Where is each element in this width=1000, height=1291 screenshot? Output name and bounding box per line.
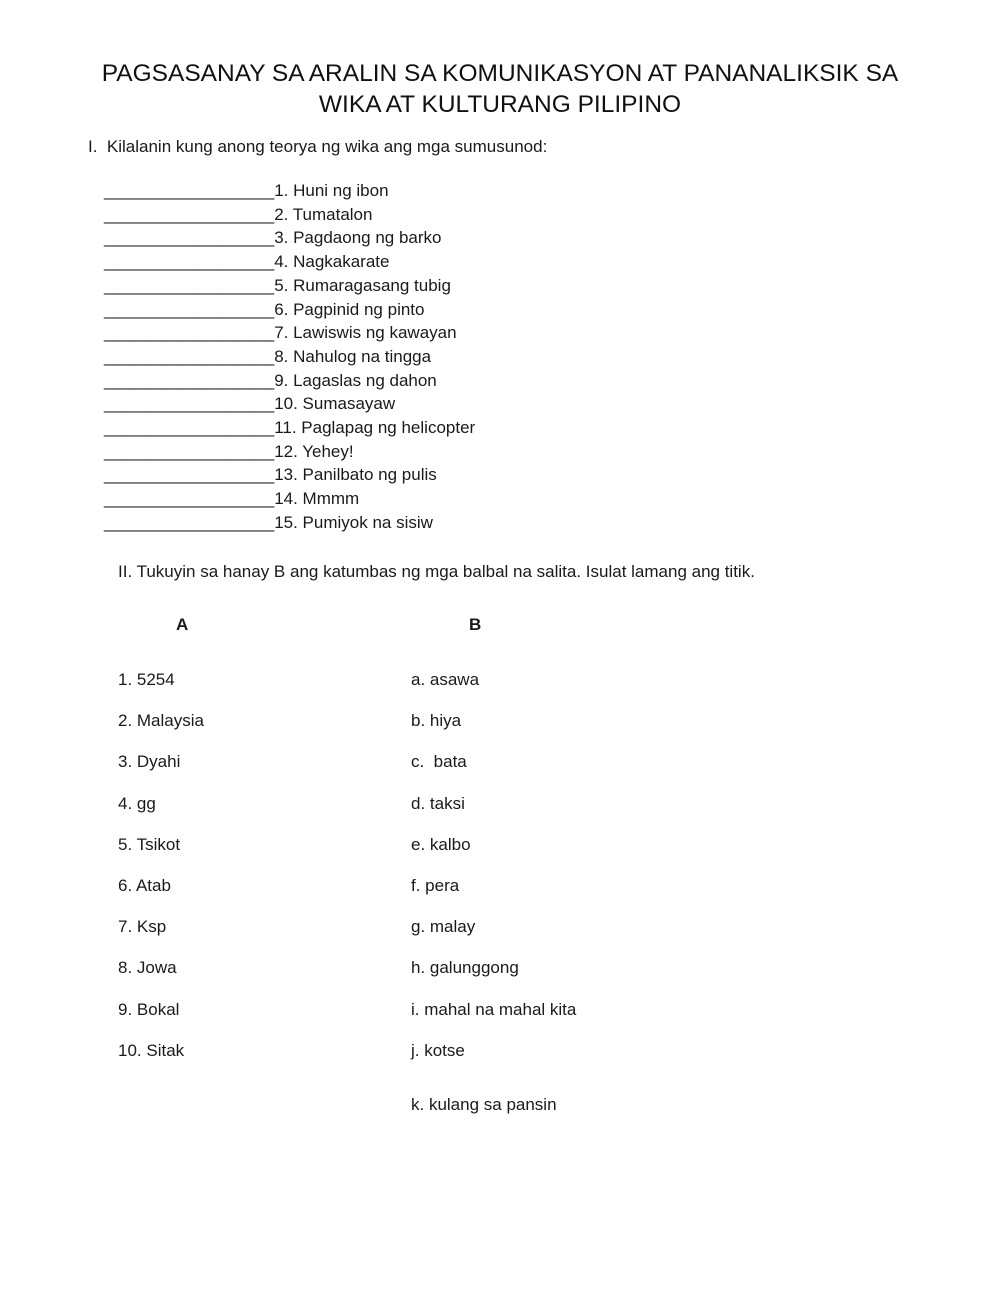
part1-item-label: 10. Sumasayaw <box>274 394 396 414</box>
column-b-item: b. hiya <box>411 711 462 731</box>
column-a-item: 5. Tsikot <box>118 834 181 854</box>
column-b-item: d. taksi <box>411 793 465 813</box>
column-b-item: k. kulang sa pansin <box>411 1095 557 1114</box>
part1-item <box>104 228 442 248</box>
column-a-item: 6. Atab <box>118 876 171 895</box>
column-b-item: a. asawa <box>411 670 480 689</box>
column-b-item: i. mahal na mahal kita <box>411 999 577 1019</box>
worksheet-title <box>40 58 960 120</box>
column-a-item: 8. Jowa <box>118 958 177 978</box>
title-line-2: WIKA AT KULTURANG PILIPINO <box>318 91 682 118</box>
answer-blank[interactable]: __________________ <box>104 418 275 437</box>
column-b-item: f. pera <box>411 876 460 895</box>
part1-item <box>104 323 457 343</box>
part1-item-label: 11. Paglapag ng helicopter <box>274 418 476 437</box>
column-a-item: 7. Ksp <box>118 917 167 937</box>
answer-blank[interactable]: __________________ <box>104 489 275 509</box>
part1-item <box>104 465 437 485</box>
answer-blank[interactable]: __________________ <box>104 370 275 390</box>
column-b-item: j. kotse <box>411 1040 465 1060</box>
part1-instruction: I. Kilalanin kung anong teorya ng wika ang mga sumusunod: <box>88 137 548 156</box>
answer-blank[interactable]: __________________ <box>104 441 275 461</box>
answer-blank[interactable]: __________________ <box>104 323 275 343</box>
column-b-item: h. galunggong <box>411 958 519 978</box>
answer-blank[interactable]: __________________ <box>104 228 275 248</box>
column-a-item: 3. Dyahi <box>118 752 181 772</box>
answer-blank[interactable]: __________________ <box>104 252 275 272</box>
part1-item-label: 8. Nahulog na tingga <box>274 346 432 366</box>
part1-item-label: 4. Nagkakarate <box>274 252 390 272</box>
part1-item-label: 12. Yehey! <box>274 441 354 461</box>
column-b-item: g. malay <box>411 917 476 937</box>
part1-item <box>104 181 389 201</box>
part1-item <box>104 205 372 225</box>
answer-blank[interactable]: __________________ <box>104 465 275 485</box>
part1-item <box>104 489 359 509</box>
part1-item <box>104 276 451 296</box>
answer-blank[interactable]: __________________ <box>104 181 275 200</box>
part1-item-label: 6. Pagpinid ng pinto <box>274 299 425 319</box>
column-b-item: e. kalbo <box>411 834 471 854</box>
part1-item <box>104 442 354 462</box>
column-a-item: 9. Bokal <box>118 999 180 1019</box>
answer-blank[interactable]: __________________ <box>104 346 275 366</box>
part1-item-label: 9. Lagaslas ng dahon <box>274 370 437 390</box>
answer-blank[interactable]: __________________ <box>104 512 275 532</box>
column-a-item: 1. 5254 <box>118 670 175 689</box>
title-line-1: PAGSASANAY SA ARALIN SA KOMUNIKASYON AT PANANALIKSIK SA <box>101 60 899 87</box>
part1-item <box>104 371 437 391</box>
part1-item <box>104 300 424 320</box>
part1-item-label: 13. Panilbato ng pulis <box>274 465 437 485</box>
part1-item <box>104 513 433 533</box>
column-a-item: 10. Sitak <box>118 1040 185 1060</box>
column-a-item: 2. Malaysia <box>118 711 204 731</box>
part1-item <box>104 394 395 414</box>
part1-item-label: 1. Huni ng ibon <box>274 181 389 200</box>
answer-blank[interactable]: __________________ <box>104 275 275 295</box>
column-b-item: c. bata <box>411 752 467 772</box>
part1-item-label: 5. Rumaragasang tubig <box>274 275 451 295</box>
part1-item-label: 14. Mmmm <box>274 489 360 509</box>
answer-blank[interactable]: __________________ <box>104 394 275 414</box>
part2-instruction: II. Tukuyin sa hanay B ang katumbas ng mga balbal na salita. Isulat lamang ang titik. <box>118 562 755 581</box>
column-a-header: A <box>176 615 189 634</box>
answer-blank[interactable]: __________________ <box>104 299 275 319</box>
part1-item-label: 7. Lawiswis ng kawayan <box>274 323 457 343</box>
part1-item <box>104 347 431 367</box>
part1-item-label: 3. Pagdaong ng barko <box>274 228 442 248</box>
column-b-header: B <box>469 615 482 634</box>
answer-blank[interactable]: __________________ <box>104 204 275 224</box>
part1-item <box>104 252 389 272</box>
part1-item-label: 2. Tumatalon <box>274 204 373 224</box>
part1-item <box>104 418 475 438</box>
column-a-item: 4. gg <box>118 793 156 813</box>
part1-item-label: 15. Pumiyok na sisiw <box>274 512 433 532</box>
